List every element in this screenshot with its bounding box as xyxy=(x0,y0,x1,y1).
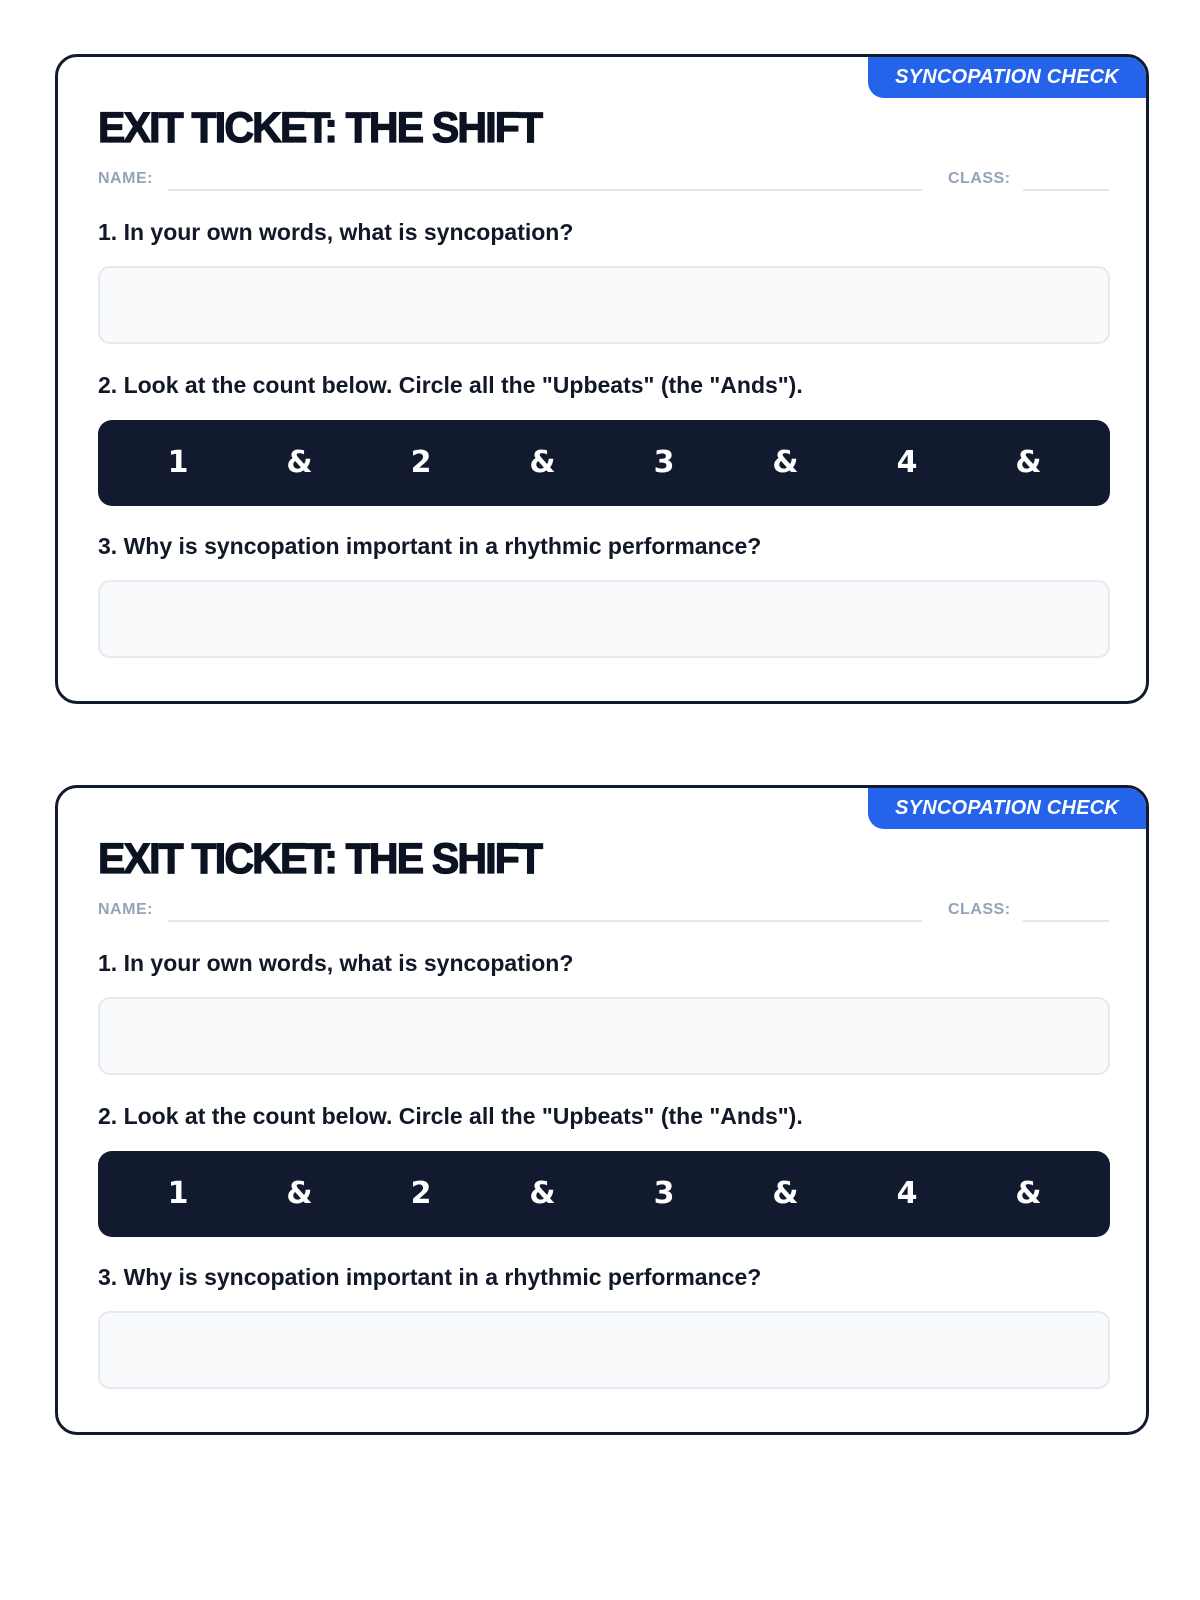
answer-box-1[interactable] xyxy=(98,266,1110,344)
answer-box-3[interactable] xyxy=(98,580,1110,658)
student-info-row xyxy=(98,898,1110,922)
student-info-row xyxy=(98,167,1110,191)
name-label: NAME: xyxy=(98,901,153,918)
answer-box-3[interactable] xyxy=(98,1311,1110,1389)
count-upbeat[interactable]: & xyxy=(772,1176,799,1211)
name-label: NAME: xyxy=(98,170,153,187)
count-upbeat[interactable]: & xyxy=(772,445,799,480)
class-label: CLASS: xyxy=(948,901,1011,918)
class-write-line[interactable] xyxy=(1023,189,1109,191)
question-2: 2. Look at the count below. Circle all the "Upbeats" (the "Ands"). xyxy=(98,372,803,398)
class-label: CLASS: xyxy=(948,170,1011,187)
count-beat[interactable]: 1 xyxy=(167,1176,189,1211)
name-write-line[interactable] xyxy=(168,189,922,191)
name-write-line[interactable] xyxy=(168,920,922,922)
count-upbeat[interactable]: & xyxy=(286,445,313,480)
exit-ticket-card xyxy=(55,54,1149,704)
question-2: 2. Look at the count below. Circle all the "Upbeats" (the "Ands"). xyxy=(98,1103,803,1129)
count-upbeat[interactable]: & xyxy=(529,1176,556,1211)
count-beat[interactable]: 1 xyxy=(167,445,189,480)
count-beat[interactable]: 2 xyxy=(410,445,432,480)
count-beat[interactable]: 3 xyxy=(653,1176,675,1211)
exit-ticket-card xyxy=(55,785,1149,1435)
count-beat[interactable]: 4 xyxy=(896,445,918,480)
syncopation-check-badge: SYNCOPATION CHECK xyxy=(868,57,1146,98)
count-beat[interactable]: 3 xyxy=(653,445,675,480)
class-write-line[interactable] xyxy=(1023,920,1109,922)
count-upbeat[interactable]: & xyxy=(529,445,556,480)
count-upbeat[interactable]: & xyxy=(1015,1176,1042,1211)
ticket-title: EXIT TICKET: THE SHIFT xyxy=(98,103,542,152)
question-1: 1. In your own words, what is syncopation? xyxy=(98,950,574,976)
question-1: 1. In your own words, what is syncopation? xyxy=(98,219,574,245)
rhythm-count-bar xyxy=(98,420,1110,506)
count-upbeat[interactable]: & xyxy=(1015,445,1042,480)
count-upbeat[interactable]: & xyxy=(286,1176,313,1211)
count-beat[interactable]: 2 xyxy=(410,1176,432,1211)
ticket-title: EXIT TICKET: THE SHIFT xyxy=(98,834,542,883)
count-beat[interactable]: 4 xyxy=(896,1176,918,1211)
question-3: 3. Why is syncopation important in a rhythmic performance? xyxy=(98,533,762,559)
question-3: 3. Why is syncopation important in a rhythmic performance? xyxy=(98,1264,762,1290)
rhythm-count-bar xyxy=(98,1151,1110,1237)
answer-box-1[interactable] xyxy=(98,997,1110,1075)
syncopation-check-badge: SYNCOPATION CHECK xyxy=(868,788,1146,829)
